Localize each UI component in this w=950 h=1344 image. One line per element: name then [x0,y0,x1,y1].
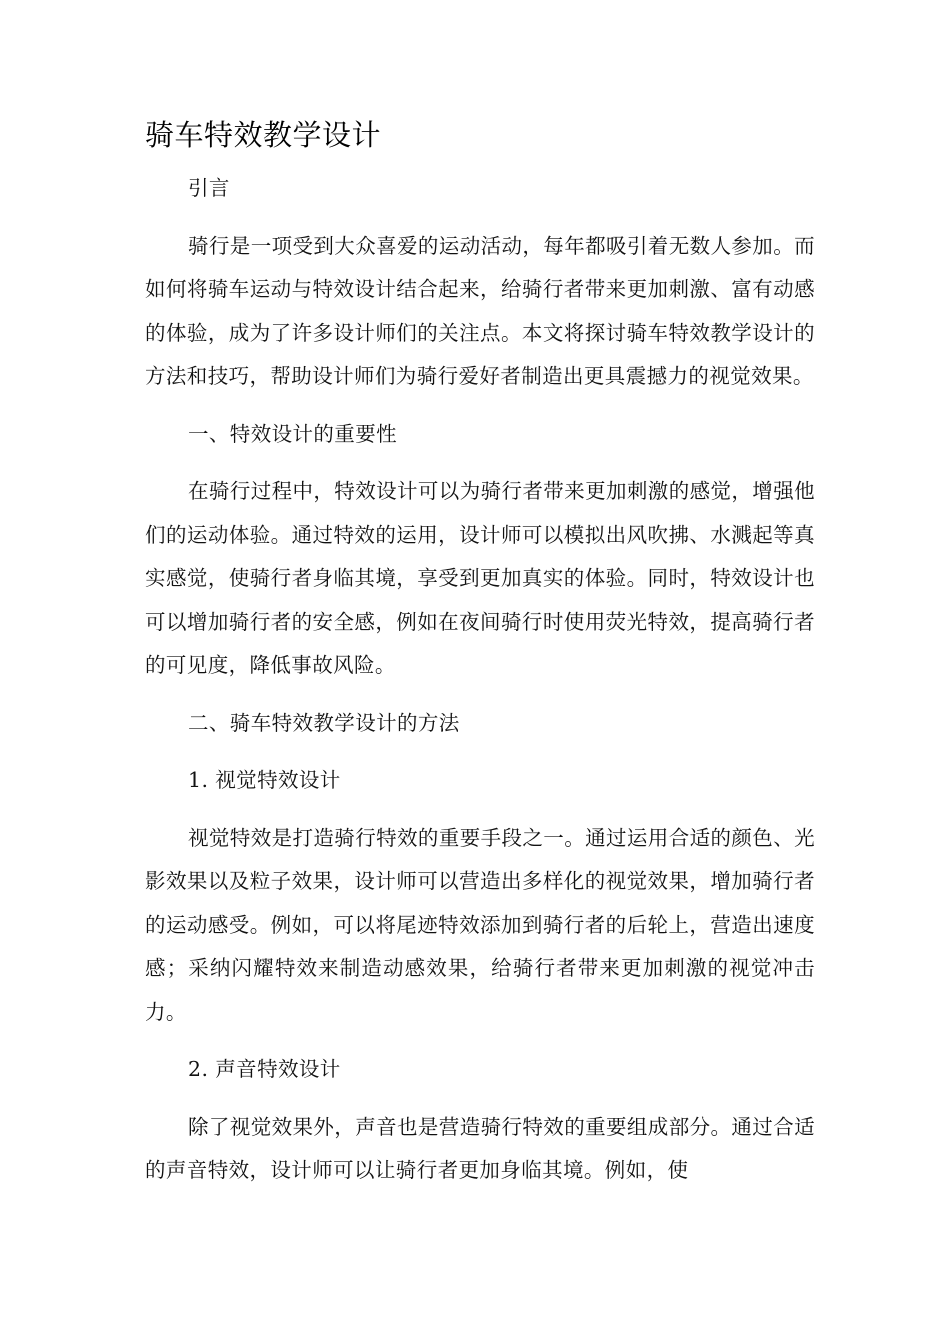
sub1-heading: 1. 视觉特效设计 [188,768,341,792]
document-title: 骑车特效教学设计 [145,118,382,152]
intro-heading: 引言 [188,176,230,200]
intro-paragraph: 骑行是一项受到大众喜爱的运动活动，每年都吸引着无数人参加。而如何将骑车运动与特效设计结合起来，给骑行者带来更加刺激、富有动感的体验，成为了许多设计师们的关注点。本文将探讨骑车特效教学设计的方法和技巧，帮助设计师们为骑行爱好者制造出更具震撼力的视觉效果。 [145,233,815,388]
section2-heading: 二、骑车特效教学设计的方法 [188,710,460,735]
document-body [145,110,815,1207]
sub2-heading: 2. 声音特效设计 [188,1057,341,1081]
sub2-paragraph: 除了视觉效果外，声音也是营造骑行特效的重要组成部分。通过合适的声音特效，设计师可以让骑行者更加身临其境。例如，使 [145,1114,815,1182]
section1-heading: 一、特效设计的重要性 [188,421,397,446]
section1-paragraph: 在骑行过程中，特效设计可以为骑行者带来更加刺激的感觉，增强他们的运动体验。通过特效的运用，设计师可以模拟出风吹拂、水溅起等真实感觉，使骑行者身临其境，享受到更加真实的体验。同时，特效设计也可以增加骑行者的安全感，例如在夜间骑行时使用荧光特效，提高骑行者的可见度，降低事故风险。 [145,479,815,677]
sub1-paragraph: 视觉特效是打造骑行特效的重要手段之一。通过运用合适的颜色、光影效果以及粒子效果，设计师可以营造出多样化的视觉效果，增加骑行者的运动感受。例如，可以将尾迹特效添加到骑行者的后轮上，营造出速度感；采纳闪耀特效来制造动感效果，给骑行者带来更加刺激的视觉冲击力。 [145,825,815,1024]
